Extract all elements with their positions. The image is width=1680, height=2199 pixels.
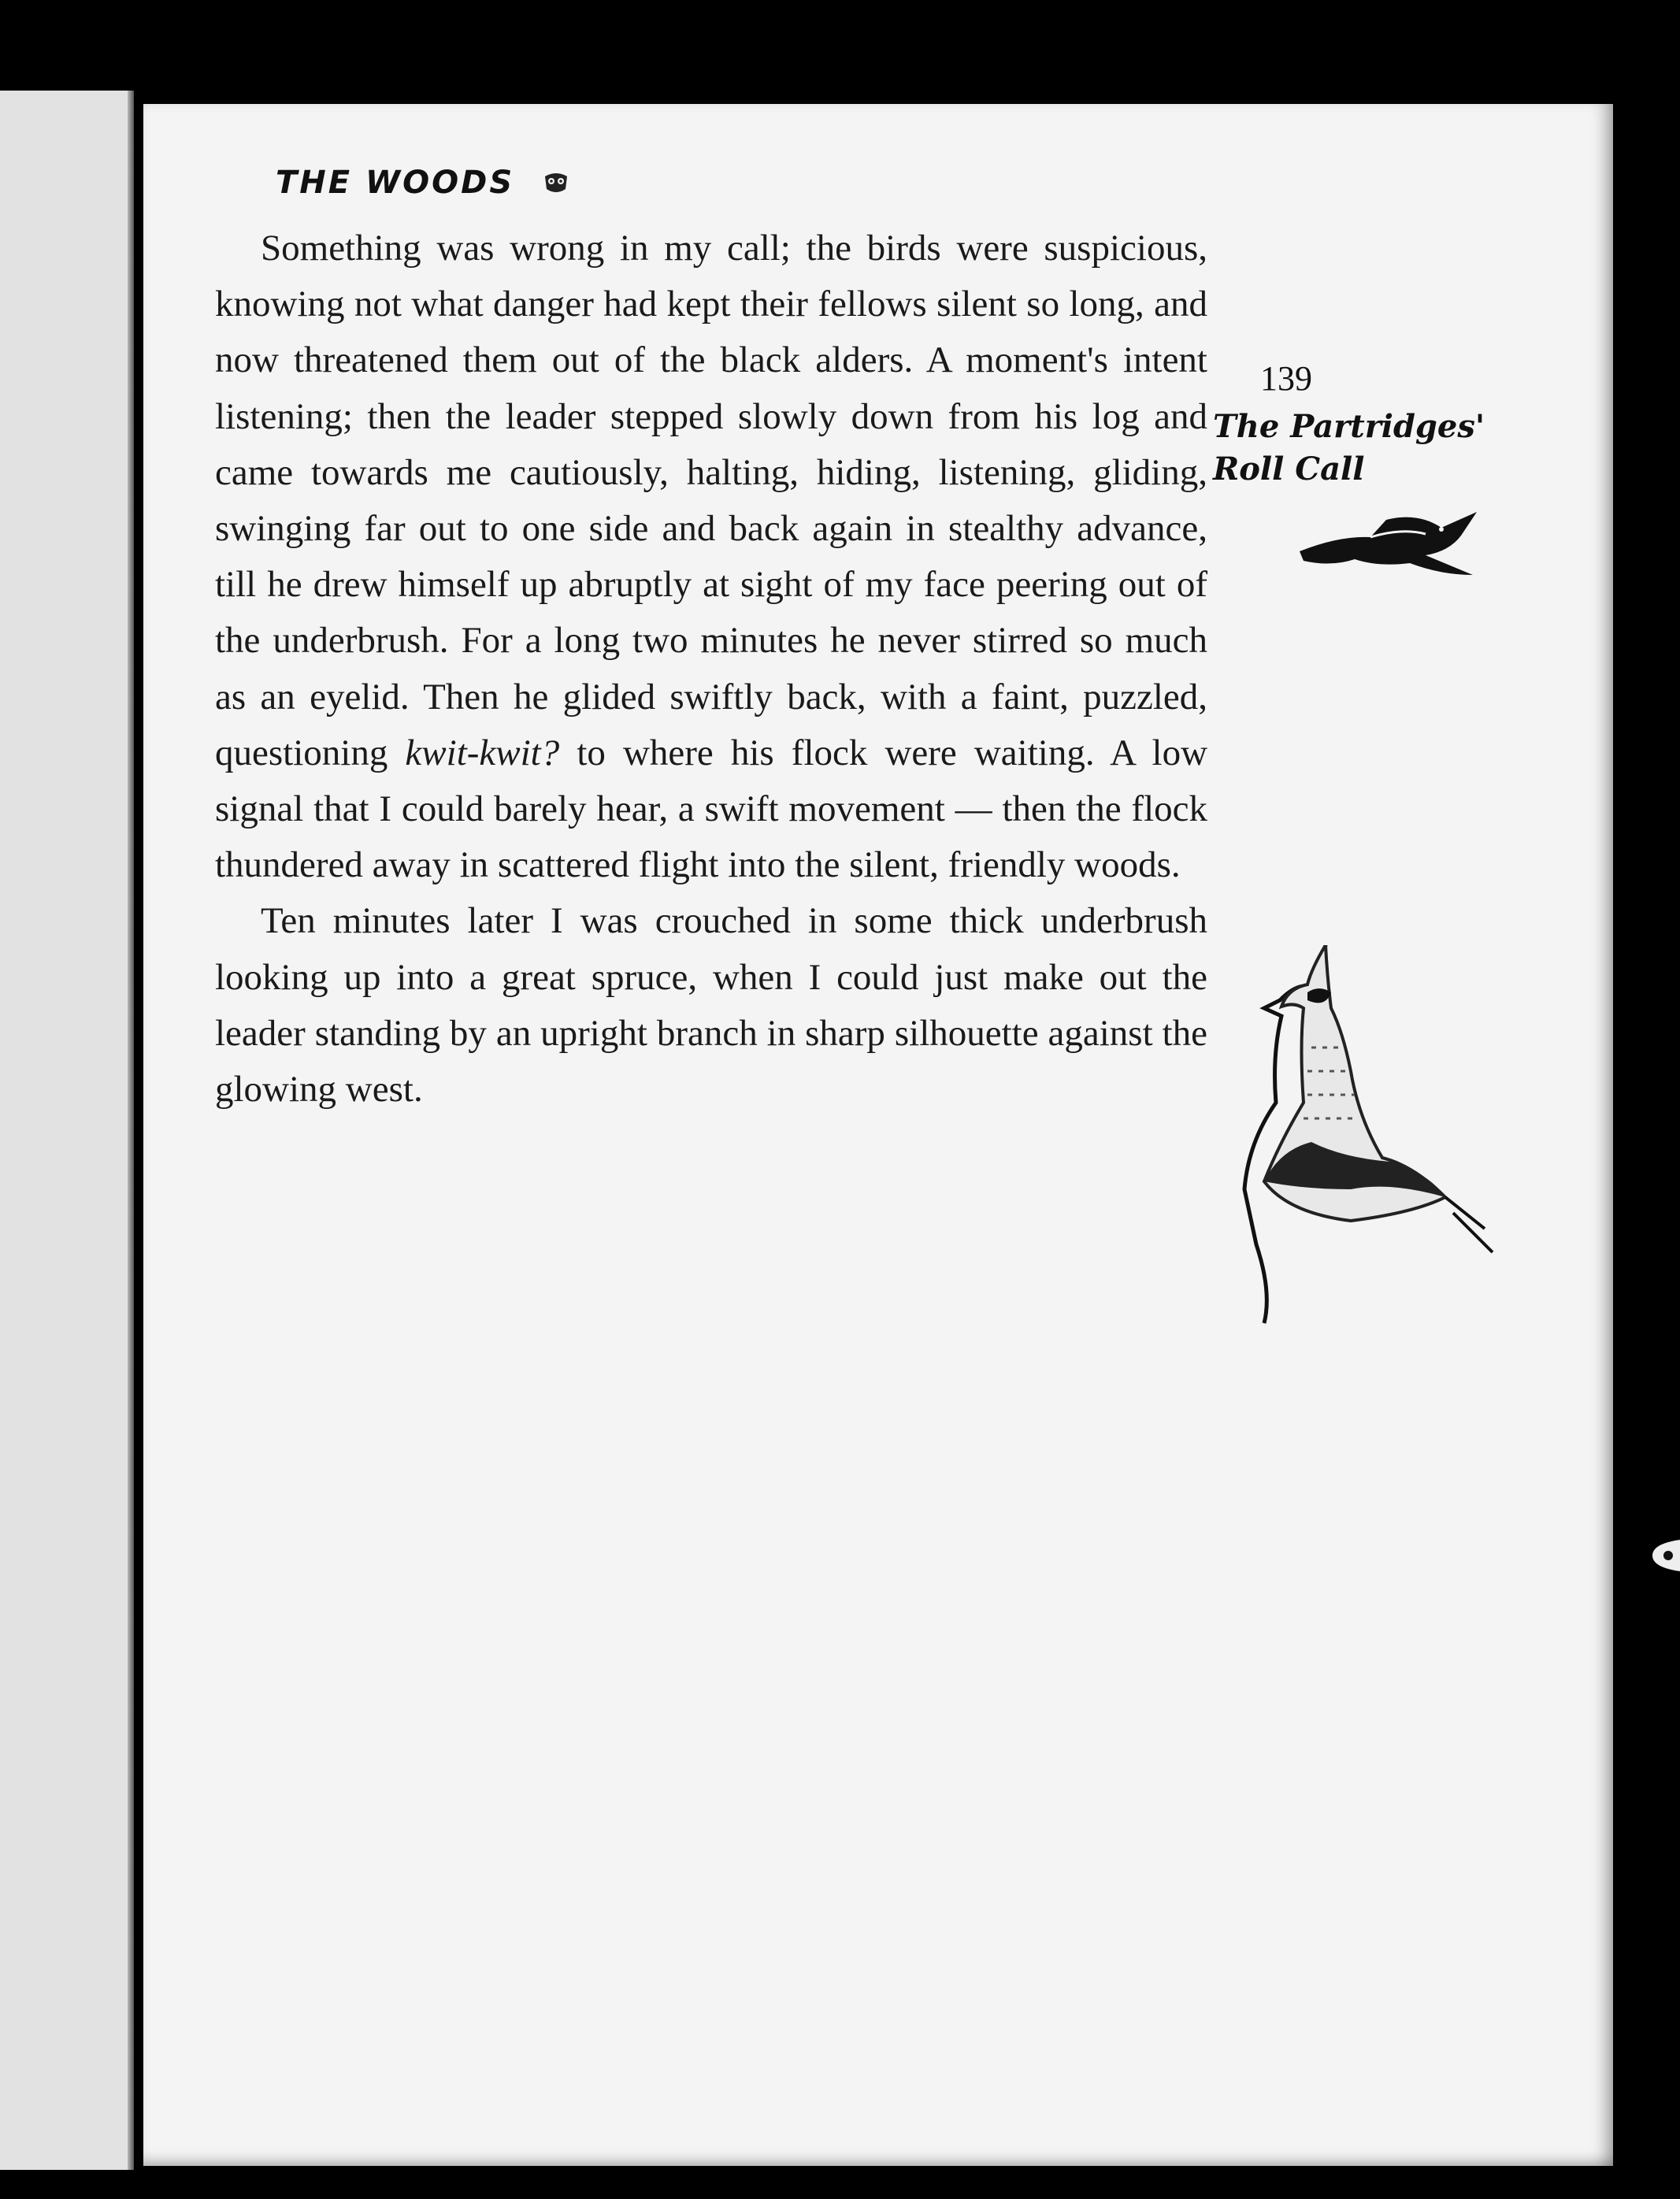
body-text: [215, 221, 1207, 1118]
flying-partridge-illustration: [1292, 488, 1489, 591]
running-head-title: THE WOODS: [276, 165, 515, 201]
paragraph-1-text: Something was wrong in my call; the birds were suspicious, knowing not what danger had kept their fellows silent so long, and now threatened them out of the black alders. A moment's intent listening; then the leader stepped slowly down from his log and came towards me cautiously, halting, hiding, listening, gliding, swinging far out to one side and back again in stealthy advance, till he drew himself up abruptly at sight of my face peering out of the underbrush. For a long two minutes he never stirred so much as an eyelid. Then he glided swiftly back, with a faint, puzzled, questioning: [215, 228, 1207, 773]
left-page-edge: [0, 91, 134, 2170]
call-italic: kwit-kwit?: [405, 732, 560, 773]
ruffed-grouse-head-illustration: [1233, 945, 1500, 1339]
page-edge-mark-icon: [1648, 1536, 1680, 1575]
paragraph-2: Ten minutes later I was crouched in some thick underbrush looking up into a great spruce, when I could just make out the leader standing by an upright branch in sharp silhouette against the glowing west.: [215, 900, 1207, 1111]
paragraph-1: [215, 221, 1207, 893]
running-head: [276, 151, 569, 214]
side-title: The Partridges' Roll Call: [1213, 408, 1485, 488]
paragraph-1-end: to where his flock were waiting. A low signal that I could barely hear, a swift movement — then the flock thundered away in scattered flight into the silent, friendly woods.: [215, 732, 1208, 886]
owl-ornament-icon: [543, 172, 569, 194]
page-number: 139: [1260, 359, 1312, 398]
